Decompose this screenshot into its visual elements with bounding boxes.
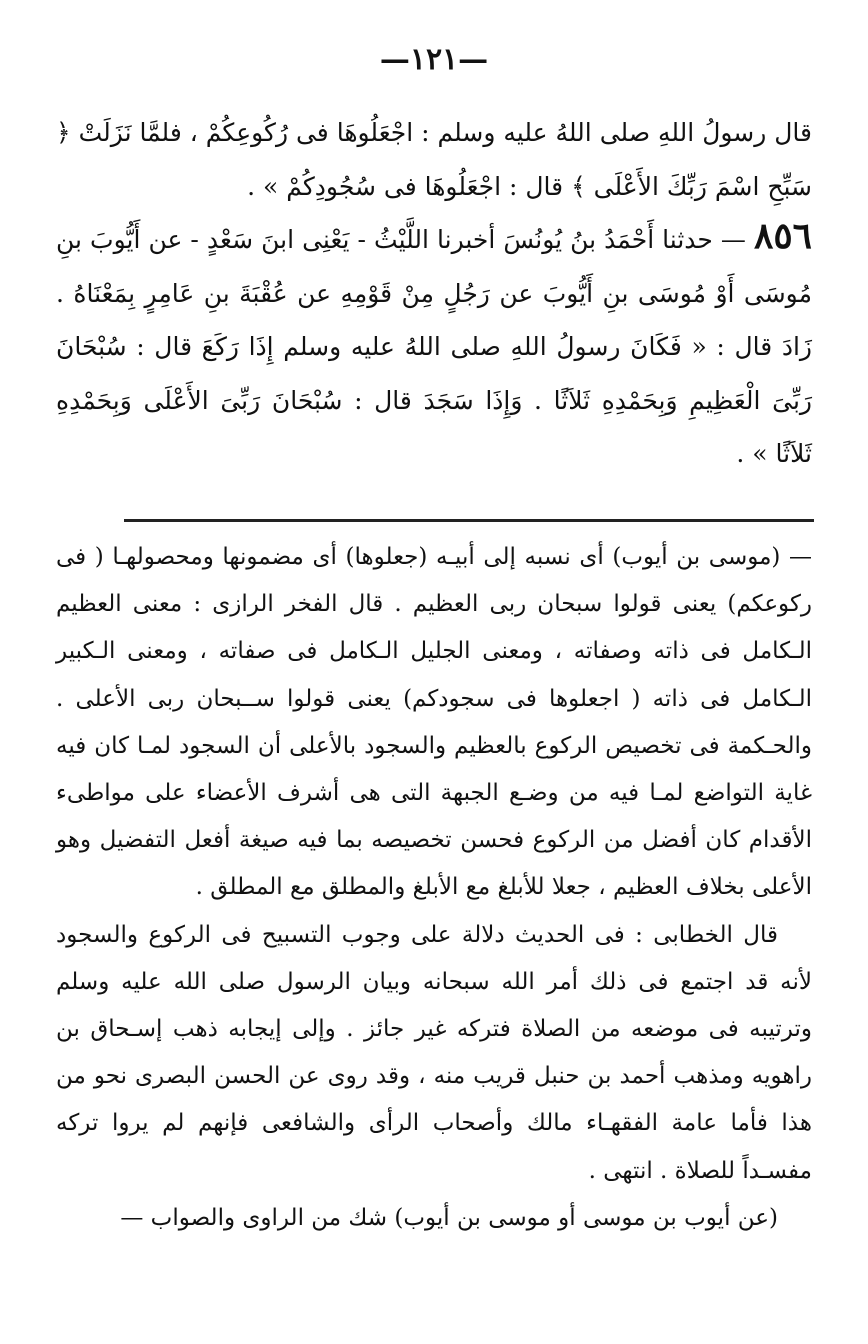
commentary-paragraph: — (موسى بن أيوب) أى نسبه إلى أبيـه (جعلوها) أى مضمونها ومحصولهـا ( فى ركوعكم) يعنى قولوا سبحان ربى العظيم . قال الفخر الرازى : معنى العظيم الـكامل فى ذاته وصفاته ، ومعنى الجليل الـكامل فى صفاته ، ومعنى الـكبير الـكامل فى ذاته ( اجعلوها فى سجودكم) يعنى قولوا ســبحان ربى الأعلى . والحـكمة فى تخصيص الركوع بالعظيم والسجود بالأعلى أن السجود لمـا كان فيه غاية التواضع لمـا فيه من وضـع الجبهة التى هى أشرف الأعضاء على مواطىء الأقدام كان أفضل من الركوع فحسن تخصيصه بما فيه صيغة أفعل التفضيل وهو الأعلى بخلاف العظيم ، جعلا للأبلغ مع الأبلغ والمطلق مع المطلق . (56, 544, 812, 901)
commentary-paragraph: قال الخطابى : فى الحديث دلالة على وجوب التسبيح فى الركوع والسجود لأنه قد اجتمع فى ذلك أمر الله سبحانه وبيان الرسول صلى الله عليه وسلم وترتيبه فى موضعه من الصلاة فتركه غير جائز . وإلى إيجابه ذهب إسـحاق بن راهويه ومذهب أحمد بن حنبل قريب منه ، وقد روى عن الحسن البصرى نحو من هذا فأما عامة الفقهـاء مالك وأصحاب الرأى والشافعى فإنهم لم يروا تركه مفسـداً للصلاة . انتهى . (56, 921, 812, 1184)
commentary-text (56, 534, 812, 1242)
commentary-paragraph: (عن أيوب بن موسى أو موسى بن أيوب) شك من الراوى والصواب — (120, 1204, 778, 1231)
hadith-body: — حدثنا أَحْمَدُ بنُ يُونُسَ أخبرنا اللَّيْثُ - يَعْنِى ابنَ سَعْدٍ - عن أَيُّوبَ بنِ مُوسَى أَوْ مُوسَى بنِ أَيُّوبَ عن رَجُلٍ مِنْ قَوْمِهِ عن عُقْبَةَ بنِ عَامِرٍ بِمَعْنَاهُ . زَادَ قال : « فَكَانَ رسولُ اللهِ صلى اللهُ عليه وسلم إِذَا رَكَعَ قال : سُبْحَانَ رَبِّىَ الْعَظِيمِ وَبِحَمْدِهِ ثَلاَثًا . وَإِذَا سَجَدَ قال : سُبْحَانَ رَبِّىَ الأَعْلَى وَبِحَمْدِهِ ثَلاَثًا » . (56, 225, 812, 468)
page-number: —١٢١— (379, 42, 489, 77)
hadith-continuation: قال رسولُ اللهِ صلى اللهُ عليه وسلم : اجْعَلُوهَا فى رُكُوعِكُمْ ، فلمَّا نَزَلَتْ ﴿ سَبِّحِ اسْمَ رَبِّكَ الأَعْلَى ﴾ قال : اجْعَلُوهَا فى سُجُودِكُمْ » . (56, 118, 812, 201)
hadith-number: ٨٥٦ (754, 215, 813, 257)
hadith-entry (56, 213, 812, 481)
section-divider (124, 519, 814, 522)
hadith-text (56, 106, 812, 481)
